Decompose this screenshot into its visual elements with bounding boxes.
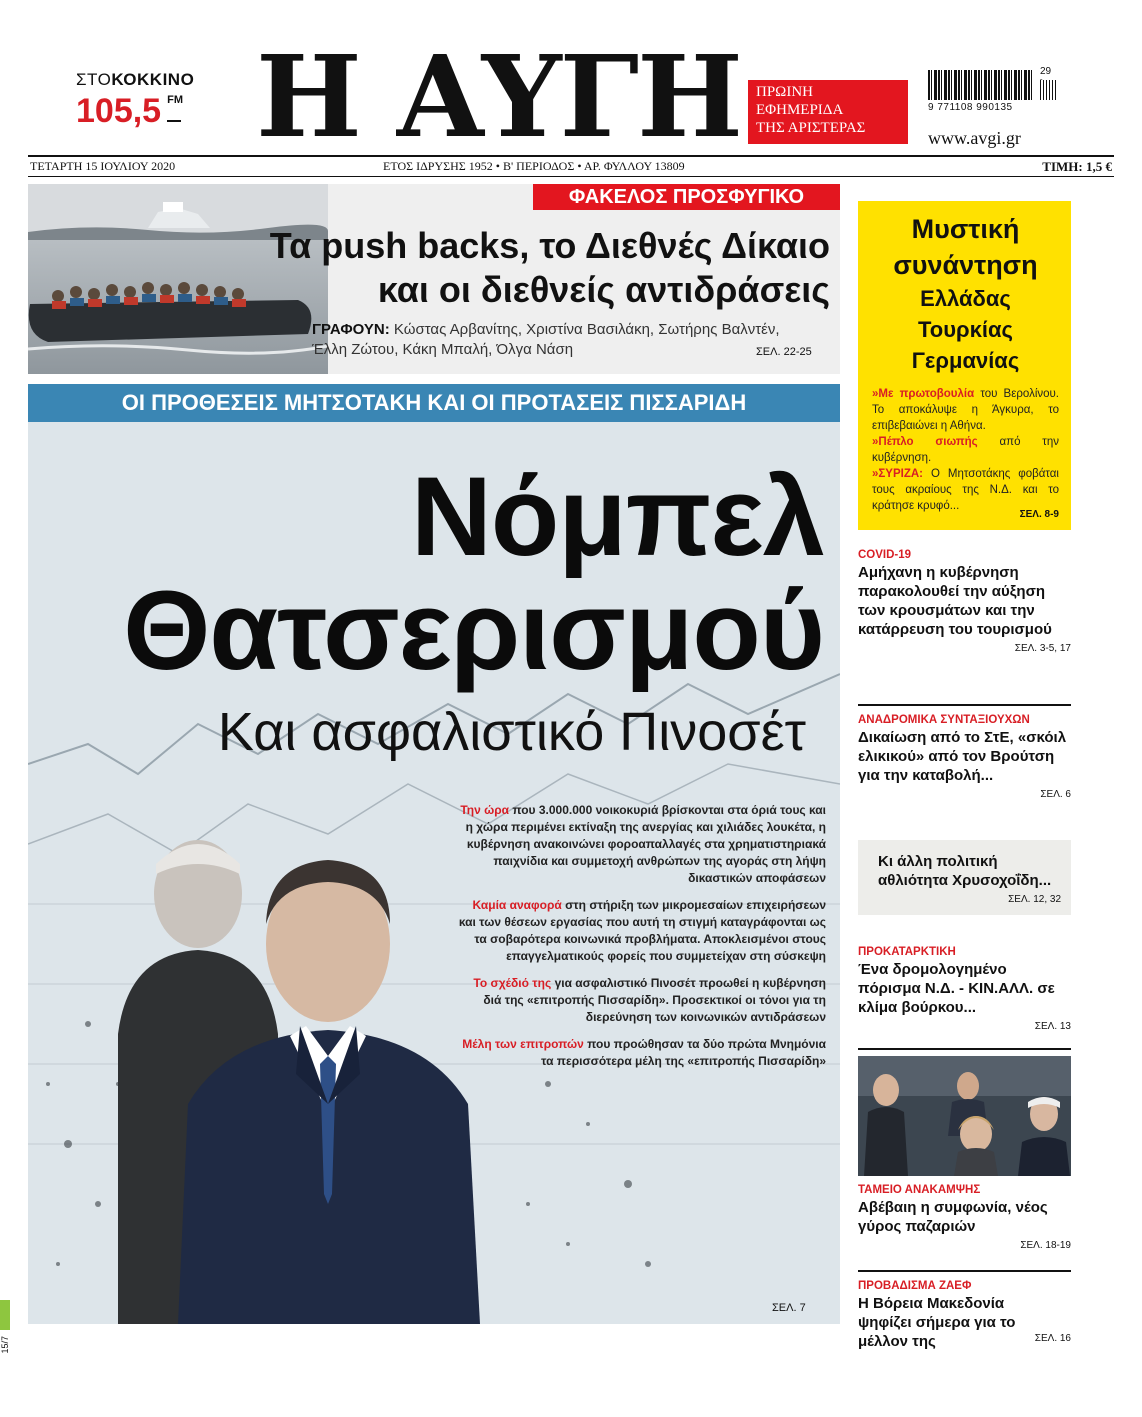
main-lead-text — [458, 802, 826, 1080]
story-category: ΠΡΟΚΑΤΑΡΚΤΙΚΗ — [858, 946, 956, 958]
radio-band: FM — [167, 94, 183, 122]
sidebar-story-north-macedonia[interactable] — [858, 1280, 1071, 1350]
website-link[interactable]: www.avgi.gr — [928, 128, 1021, 148]
newspaper-logo[interactable]: Η ΑΥΓΗ — [256, 32, 741, 163]
price: ΤΙΜΗ: 1,5 € — [1042, 158, 1112, 174]
edge-date: 15/7 — [0, 1336, 10, 1354]
story-page-ref: ΣΕΛ. 6 — [1040, 789, 1071, 800]
barcode-issue: 29 — [1040, 66, 1052, 77]
sidebar-story-recovery-fund[interactable] — [858, 1184, 1071, 1251]
sidebar-story-chrysochoidis[interactable] — [858, 840, 1071, 915]
lead-paragraph: Την ώρα που 3.000.000 νοικοκυριά βρίσκονται στα όριά τους και η χώρα περιμένει εκτίναξη της ανεργίας και χιλιάδες λουκέτα, η κυβέρνηση ανακοινώνει φοροαπαλλαγές στα χρηματιστηριακά παιχνίδια και συμμετοχή ανθρώπων της αγοράς στη λήψη δικαστικών αποφάσεων — [460, 803, 826, 885]
barcode-number: 9 771108 990135 — [928, 102, 1013, 113]
lead-paragraph: Μέλη των επιτροπών που προώθησαν τα δύο πρώτα Μνημόνια τα περισσότερα μέλη της «επιτροπής Πισσαρίδη» — [462, 1037, 826, 1068]
double-chevron-icon: » — [872, 388, 879, 400]
radio-frequency: 105,5 — [76, 92, 162, 130]
story-page-ref: ΣΕΛ. 18-19 — [1020, 1240, 1071, 1251]
secret-meeting-story[interactable] — [858, 201, 1071, 530]
main-page-ref: ΣΕΛ. 7 — [772, 1302, 806, 1314]
motto-box: ΠΡΩΙΝΗ ΕΦΗΜΕΡΙΔΑ ΤΗΣ ΑΡΙΣΤΕΡΑΣ — [748, 80, 908, 144]
bullet: »Πέπλο σιωπής από την κυβέρνηση. — [872, 436, 1059, 464]
politicians-photo — [28, 774, 528, 1324]
bullet: »ΣΥΡΙΖΑ: Ο Μητσοτάκης φοβάται τους ακραίους της Ν.Δ. και το κράτησε κρυφό... — [872, 468, 1059, 512]
refugee-authors: ΓΡΑΦΟΥΝ: Κώστας Αρβανίτης, Χριστίνα Βασιλάκη, Σωτήρης Βαλντέν, Έλλη Ζώτου, Κάκη Μπαλή, Όλγα Νάση — [312, 321, 780, 358]
secret-page-ref: ΣΕΛ. 8-9 — [1019, 509, 1059, 520]
dateline — [28, 155, 1114, 177]
refugee-page-ref: ΣΕΛ. 22-25 — [756, 346, 812, 358]
issue-date: ΤΕΤΑΡΤΗ 15 ΙΟΥΛΙΟΥ 2020 — [30, 159, 176, 173]
story-category: COVID-19 — [858, 549, 912, 561]
barcode-addon — [1040, 80, 1056, 100]
secret-bullets — [872, 386, 1059, 514]
radio-promo — [76, 70, 198, 128]
story-category: ΤΑΜΕΙΟ ΑΝΑΚΑΜΨΗΣ — [858, 1184, 981, 1196]
story-title[interactable]: Αμήχανη η κυβέρνηση παρακολουθεί την αύξηση των κρουσμάτων και την κατάρρευση του τουρισμού — [858, 564, 1052, 638]
radio-name: ΣΤΟΚΟΚΚΙΝΟ — [76, 70, 195, 89]
eu-leaders-photo — [858, 1056, 1071, 1176]
main-subhead: Και ασφαλιστικό Πινοσέτ — [217, 702, 806, 762]
lead-paragraph: Καμία αναφορά στη στήριξη των μικρομεσαίων επιχειρήσεων και των θέσεων εργασίας που αυτή τη στιγμή καταγράφονται ως τα σοβαρότερα κοινωνικά προβλήματα. Αποκλεισμένοι στους επαγγελματικούς φορείς που συμμετείχαν στη σύσκεψη — [458, 898, 826, 963]
barcode-bars — [928, 70, 1034, 100]
secret-headline[interactable]: Μυστική συνάντηση Ελλάδας Τουρκίας Γερμανίας — [893, 214, 1038, 373]
story-title[interactable]: Κι άλλη πολιτική αθλιότητα Χρυσοχοΐδη... — [878, 853, 1052, 889]
story-title[interactable]: Αβέβαιη η συμφωνία, νέος γύρος παζαριών — [858, 1199, 1048, 1235]
story-page-ref: ΣΕΛ. 13 — [1034, 1021, 1071, 1032]
refugee-section-label: ΦΑΚΕΛΟΣ ΠΡΟΣΦΥΓΙΚΟ — [533, 184, 840, 210]
story-page-ref: ΣΕΛ. 12, 32 — [1008, 894, 1061, 905]
sidebar-story-covid[interactable] — [858, 549, 1071, 654]
story-page-ref: ΣΕΛ. 16 — [1034, 1333, 1071, 1344]
refugee-headline[interactable]: Τα push backs, το Διεθνές Δίκαιο και οι διεθνείς αντιδράσεις — [269, 225, 830, 310]
divider — [858, 704, 1071, 706]
main-headline[interactable]: Νόμπελ Θατσερισμού — [123, 454, 824, 693]
main-banner: ΟΙ ΠΡΟΘΕΣΕΙΣ ΜΗΤΣΟΤΑΚΗ ΚΑΙ ΟΙ ΠΡΟΤΑΣΕΙΣ ΠΙΣΣΑΡΙΔΗ — [28, 384, 840, 422]
sidebar-story-pensions[interactable] — [858, 714, 1071, 800]
refugee-story[interactable] — [28, 184, 840, 374]
sidebar-story-inquiry[interactable] — [858, 946, 1071, 1032]
divider — [858, 1048, 1071, 1050]
story-title[interactable]: Δικαίωση από το ΣτΕ, «σκόιλ ελικικού» από τον Βρούτση για την καταβολή... — [858, 729, 1067, 784]
lead-paragraph: Το σχέδιό της για ασφαλιστικό Πινοσέτ προωθεί η κυβέρνηση διά της «επιτροπής Πισσαρίδη». Προσεκτικοί οι τόνοι για τη διερεύνηση των κοινωνικών αντιδράσεων — [473, 976, 826, 1024]
story-title[interactable]: Η Βόρεια Μακεδονία ψηφίζει σήμερα για το μέλλον της — [858, 1295, 1016, 1350]
divider — [858, 1270, 1071, 1272]
story-page-ref: ΣΕΛ. 3-5, 17 — [1014, 643, 1071, 654]
barcode — [928, 66, 1056, 113]
issue-info: ΕΤΟΣ ΙΔΡΥΣΗΣ 1952 • Β' ΠΕΡΙΟΔΟΣ • ΑΡ. ΦΥΛΛΟΥ 13809 — [383, 159, 685, 173]
story-title[interactable]: Ένα δρομολογημένο πόρισμα Ν.Δ. - ΚΙΝ.ΑΛΛ. σε κλίμα βούρκου... — [858, 961, 1055, 1016]
edge-color-tab — [0, 1300, 10, 1330]
story-category: ΠΡΟΒΑΔΙΣΜΑ ΖΑΕΦ — [858, 1280, 972, 1292]
story-category: ΑΝΑΔΡΟΜΙΚΑ ΣΥΝΤΑΞΙΟΥΧΩΝ — [858, 714, 1030, 726]
double-chevron-icon: » — [872, 468, 879, 480]
bullet: »Με πρωτοβουλία του Βερολίνου. Το αποκάλυψε η Άγκυρα, το επιβεβαιώνει η Αθήνα. — [872, 388, 1059, 432]
double-chevron-icon: » — [872, 436, 879, 448]
main-story[interactable] — [28, 384, 840, 1324]
